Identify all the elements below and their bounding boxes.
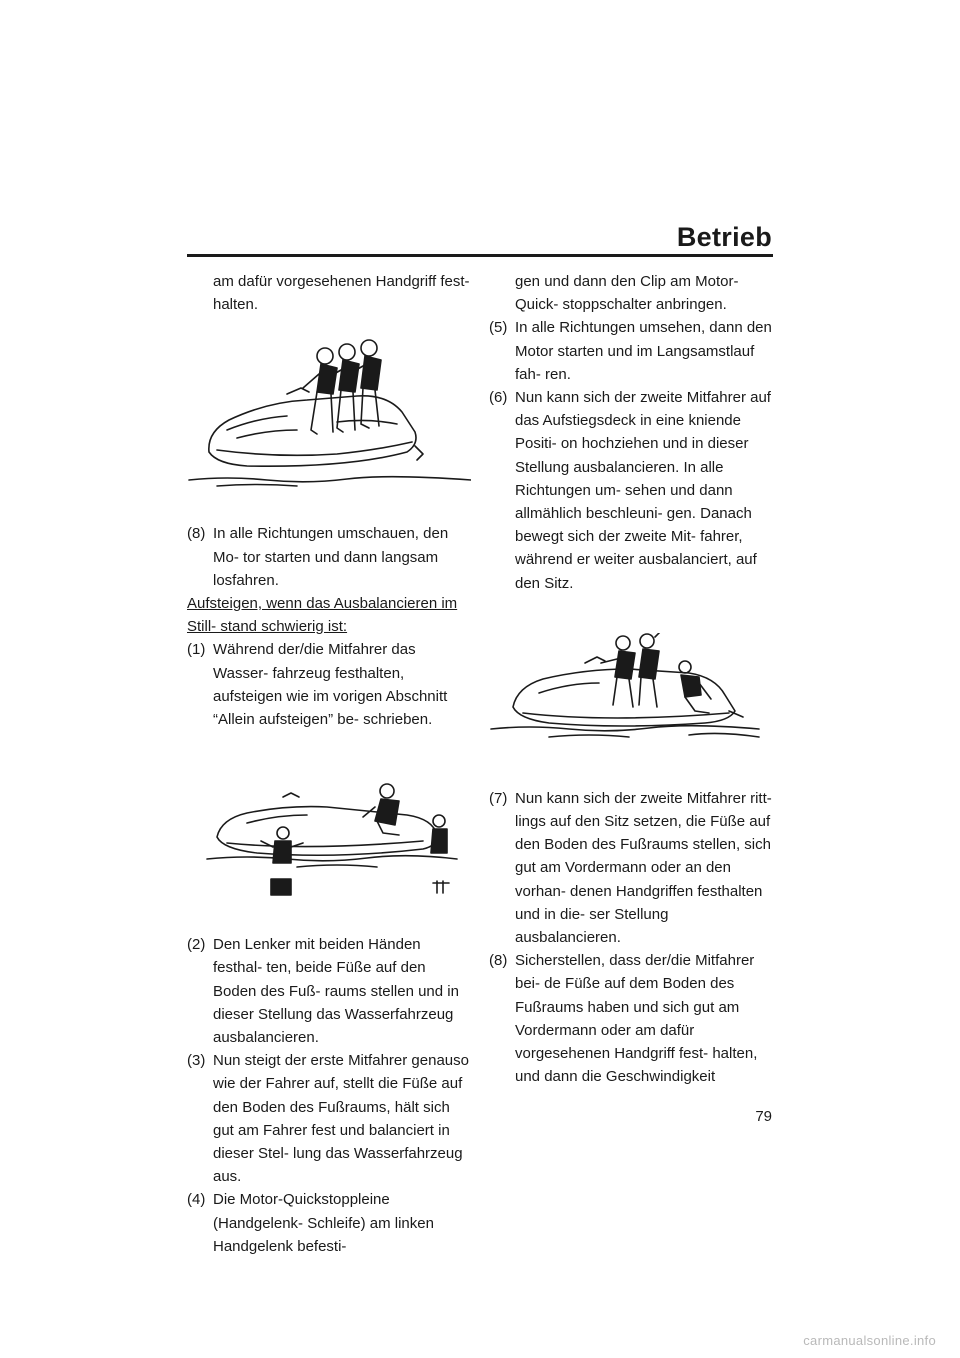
- list-item: [187, 638, 471, 731]
- page-number: 79: [755, 1108, 772, 1125]
- list-item: [187, 1188, 471, 1258]
- list-item: [187, 522, 471, 592]
- section-subheading: Aufsteigen, wenn das Ausbalancieren im Still- stand schwierig ist:: [187, 595, 458, 636]
- list-item: [489, 949, 773, 1088]
- step-number: (4): [187, 1191, 206, 1209]
- step-number: (8): [187, 525, 206, 543]
- step-number: (1): [187, 641, 206, 659]
- step-text: Den Lenker mit beiden Händen festhal- ten, beide Füße auf den Boden des Fuß- raums stellen und in dieser Stellung das Wasserfahrzeug ausbalancieren.: [213, 936, 459, 1047]
- watermark-text: carmanualsonline.info: [803, 1333, 936, 1348]
- step-text: In alle Richtungen umschauen, den Mo- tor starten und dann langsam losfahren.: [213, 525, 449, 589]
- step-text: In alle Richtungen umsehen, dann den Motor starten und im Langsamstlauf fah- ren.: [515, 319, 772, 383]
- step-number: (6): [489, 389, 508, 407]
- list-item: [187, 933, 471, 1049]
- header-divider: [187, 254, 773, 257]
- list-item: [489, 386, 773, 595]
- step-text: Sicherstellen, dass der/die Mitfahrer bei- de Füße auf dem Boden des Fußraums haben und sich gut am Vordermann oder am dafür vorgesehenen Handgriff fest- halten, und dann die Geschwindigkeit: [515, 952, 758, 1086]
- list-item: [489, 316, 773, 386]
- list-item: [489, 787, 773, 949]
- step-number: (3): [187, 1052, 206, 1070]
- list-item: [187, 1049, 471, 1188]
- left-column: [187, 270, 471, 1258]
- left-continuation-text: am dafür vorgesehenen Handgriff fest- halten.: [213, 273, 470, 314]
- step-text: Nun steigt der erste Mitfahrer genauso wie der Fahrer auf, stellt die Füße auf den Boden des Fußraums, hält sich gut am Fahrer fest und balanciert in dieser Stel- lung das Wasserfahrzeug aus.: [213, 1052, 469, 1186]
- page-title: Betrieb: [676, 222, 772, 252]
- illustration-rider-kneeling-on-deck: [489, 633, 773, 753]
- illustration-boarding-from-water: [187, 783, 471, 913]
- step-number: (5): [489, 319, 508, 337]
- step-text: Nun kann sich der zweite Mitfahrer ritt- lings auf den Sitz setzen, die Füße auf den Boden des Fußraums stellen, sich gut am Vordermann oder an den vorhan- denen Handgriffen festhalten und in die- ser Stellung ausbalancieren.: [515, 789, 772, 947]
- step-text: Die Motor-Quickstoppleine (Handgelenk- Schleife) am linken Handgelenk befesti-: [213, 1191, 434, 1255]
- right-continuation-text: gen und dann den Clip am Motor-Quick- stoppschalter anbringen.: [515, 273, 739, 314]
- step-number: (8): [489, 952, 508, 970]
- step-text: Während der/die Mitfahrer das Wasser- fahrzeug festhalten, aufsteigen wie im vorigen Abschnitt “Allein aufsteigen” be- schrieben.: [213, 641, 448, 729]
- step-number: (7): [489, 789, 508, 807]
- right-column: [489, 270, 773, 1088]
- step-number: (2): [187, 936, 206, 954]
- illustration-three-riders-on-watercraft: [187, 334, 471, 494]
- step-text: Nun kann sich der zweite Mitfahrer auf das Aufstiegsdeck in eine kniende Positi- on hochziehen und in dieser Stellung ausbalancieren. In alle Richtungen um- sehen und dann allmählich beschleuni- gen. Danach bewegt sich der zweite Mit- fahrer, während er weiter ausbalanciert, auf den Sitz.: [515, 389, 771, 592]
